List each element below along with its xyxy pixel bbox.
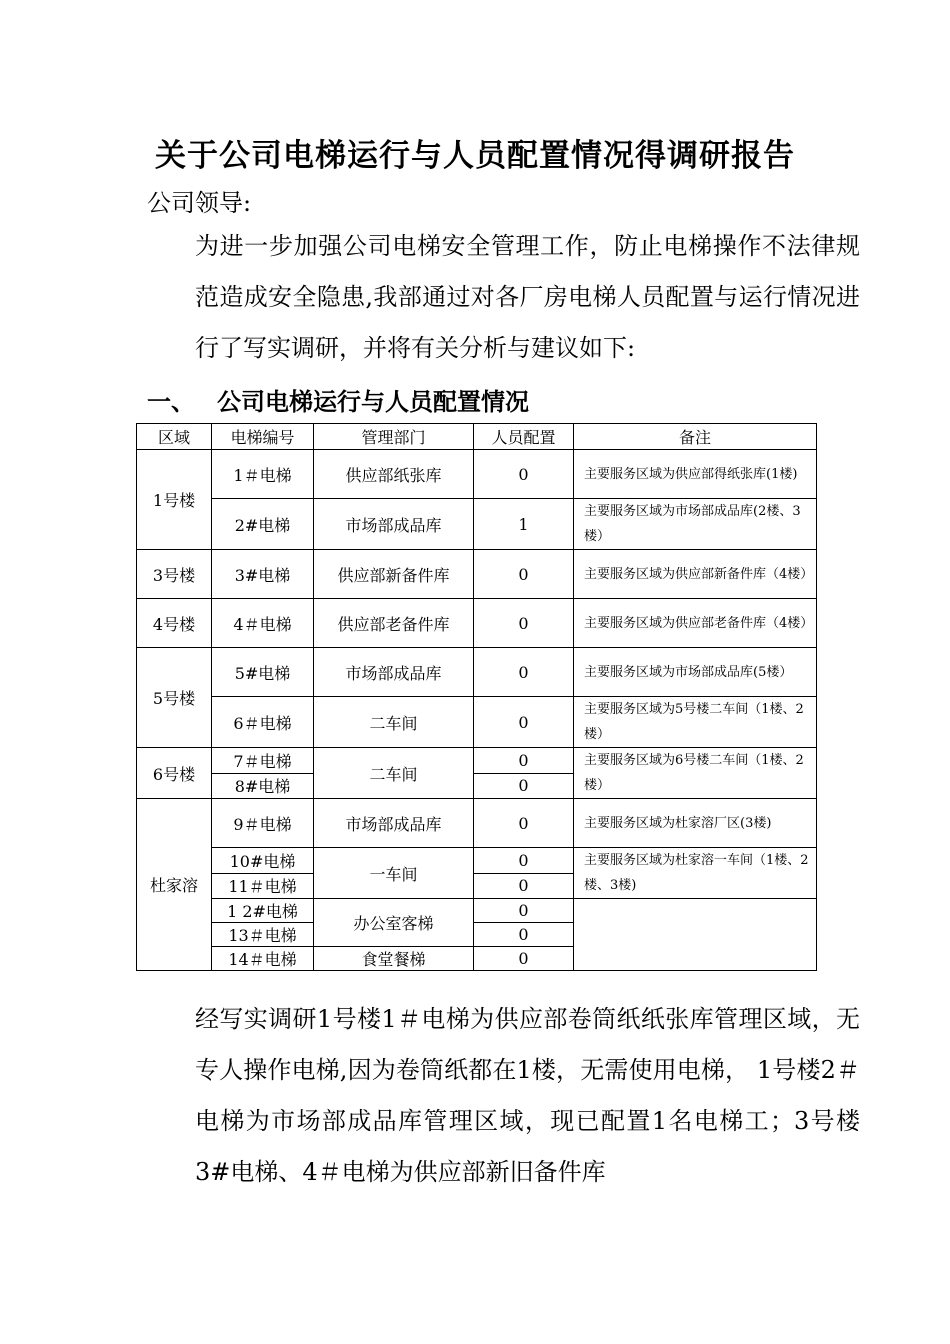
elevator-id-cell: 2#电梯 [212,499,314,550]
header-elevator-id: 电梯编号 [212,424,314,450]
elevator-table [136,423,817,971]
table-row [137,499,817,550]
staff-cell: 0 [474,773,574,799]
elevator-id-cell: 4＃电梯 [212,599,314,648]
elevator-id-cell: 1 2#电梯 [212,899,314,923]
region-cell: 6号楼 [137,748,212,799]
table-row [137,799,817,848]
department-cell: 二车间 [314,697,474,748]
note-cell: 主要服务区域为供应部新备件库（4楼） [574,550,817,599]
header-region: 区域 [137,424,212,450]
staff-cell: 0 [474,899,574,923]
staff-cell: 0 [474,799,574,848]
department-cell: 供应部新备件库 [314,550,474,599]
header-note: 备注 [574,424,817,450]
region-cell: 1号楼 [137,450,212,550]
note-cell: 主要服务区域为5号楼二车间（1楼、2楼） [574,697,817,748]
note-cell: 主要服务区域为市场部成品库(2楼、3楼） [574,499,817,550]
staff-cell: 0 [474,748,574,774]
elevator-id-cell: 7＃电梯 [212,748,314,774]
table-row [137,550,817,599]
staff-cell: 0 [474,848,574,874]
section-number: 一、 [147,387,195,416]
note-cell-empty [574,899,817,971]
header-department: 管理部门 [314,424,474,450]
table-row [137,599,817,648]
elevator-id-cell: 9＃电梯 [212,799,314,848]
document-title: 关于公司电梯运行与人员配置情况得调研报告 [155,138,795,174]
note-cell: 主要服务区域为市场部成品库(5楼） [574,648,817,697]
department-cell: 一车间 [314,848,474,899]
elevator-id-cell: 1＃电梯 [212,450,314,499]
note-cell: 主要服务区域为6号楼二车间（1楼、2楼） [574,748,817,799]
department-cell: 办公室客梯 [314,899,474,947]
region-cell: 5号楼 [137,648,212,748]
header-staff: 人员配置 [474,424,574,450]
note-cell: 主要服务区域为供应部老备件库（4楼） [574,599,817,648]
elevator-id-cell: 11＃电梯 [212,873,314,899]
table-row [137,899,817,923]
staff-cell: 0 [474,648,574,697]
staff-cell: 0 [474,450,574,499]
note-cell: 主要服务区域为杜家溶一车间（1楼、2楼、3楼) [574,848,817,899]
staff-cell: 1 [474,499,574,550]
department-cell: 市场部成品库 [314,499,474,550]
elevator-id-cell: 6＃电梯 [212,697,314,748]
table-row [137,648,817,697]
elevator-id-cell: 3#电梯 [212,550,314,599]
staff-cell: 0 [474,873,574,899]
section-title: 公司电梯运行与人员配置情况 [217,387,529,416]
table-row [137,848,817,874]
salutation: 公司领导: [147,189,252,217]
department-cell: 市场部成品库 [314,648,474,697]
elevator-id-cell: 10#电梯 [212,848,314,874]
staff-cell: 0 [474,923,574,947]
staff-cell: 0 [474,697,574,748]
department-cell: 二车间 [314,748,474,799]
section-heading [147,382,529,417]
analysis-paragraph: 经写实调研1号楼1＃电梯为供应部卷筒纸纸张库管理区域，无专人操作电梯,因为卷筒纸都在1楼，无需使用电梯， 1号楼2＃电梯为市场部成品库管理区域，现已配置1名电梯工；3号楼 3#电梯、4＃电梯为供应部新旧备件库 [195,1005,860,1186]
staff-cell: 0 [474,599,574,648]
note-cell: 主要服务区域为杜家溶厂区(3楼) [574,799,817,848]
table-row [137,748,817,774]
department-cell: 供应部老备件库 [314,599,474,648]
staff-cell: 0 [474,947,574,971]
elevator-id-cell: 8#电梯 [212,773,314,799]
department-cell: 市场部成品库 [314,799,474,848]
staff-cell: 0 [474,550,574,599]
note-cell: 主要服务区域为供应部得纸张库(1楼) [574,450,817,499]
elevator-id-cell: 14＃电梯 [212,947,314,971]
department-cell: 食堂餐梯 [314,947,474,971]
elevator-id-cell: 5#电梯 [212,648,314,697]
table-row [137,697,817,748]
region-cell: 4号楼 [137,599,212,648]
table-row [137,450,817,499]
elevator-id-cell: 13＃电梯 [212,923,314,947]
region-cell: 杜家溶 [137,799,212,971]
intro-paragraph: 为进一步加强公司电梯安全管理工作，防止电梯操作不法律规范造成安全隐患,我部通过对各厂房电梯人员配置与运行情况进行了写实调研，并将有关分析与建议如下: [195,232,860,362]
table-header-row [137,424,817,450]
department-cell: 供应部纸张库 [314,450,474,499]
region-cell: 3号楼 [137,550,212,599]
